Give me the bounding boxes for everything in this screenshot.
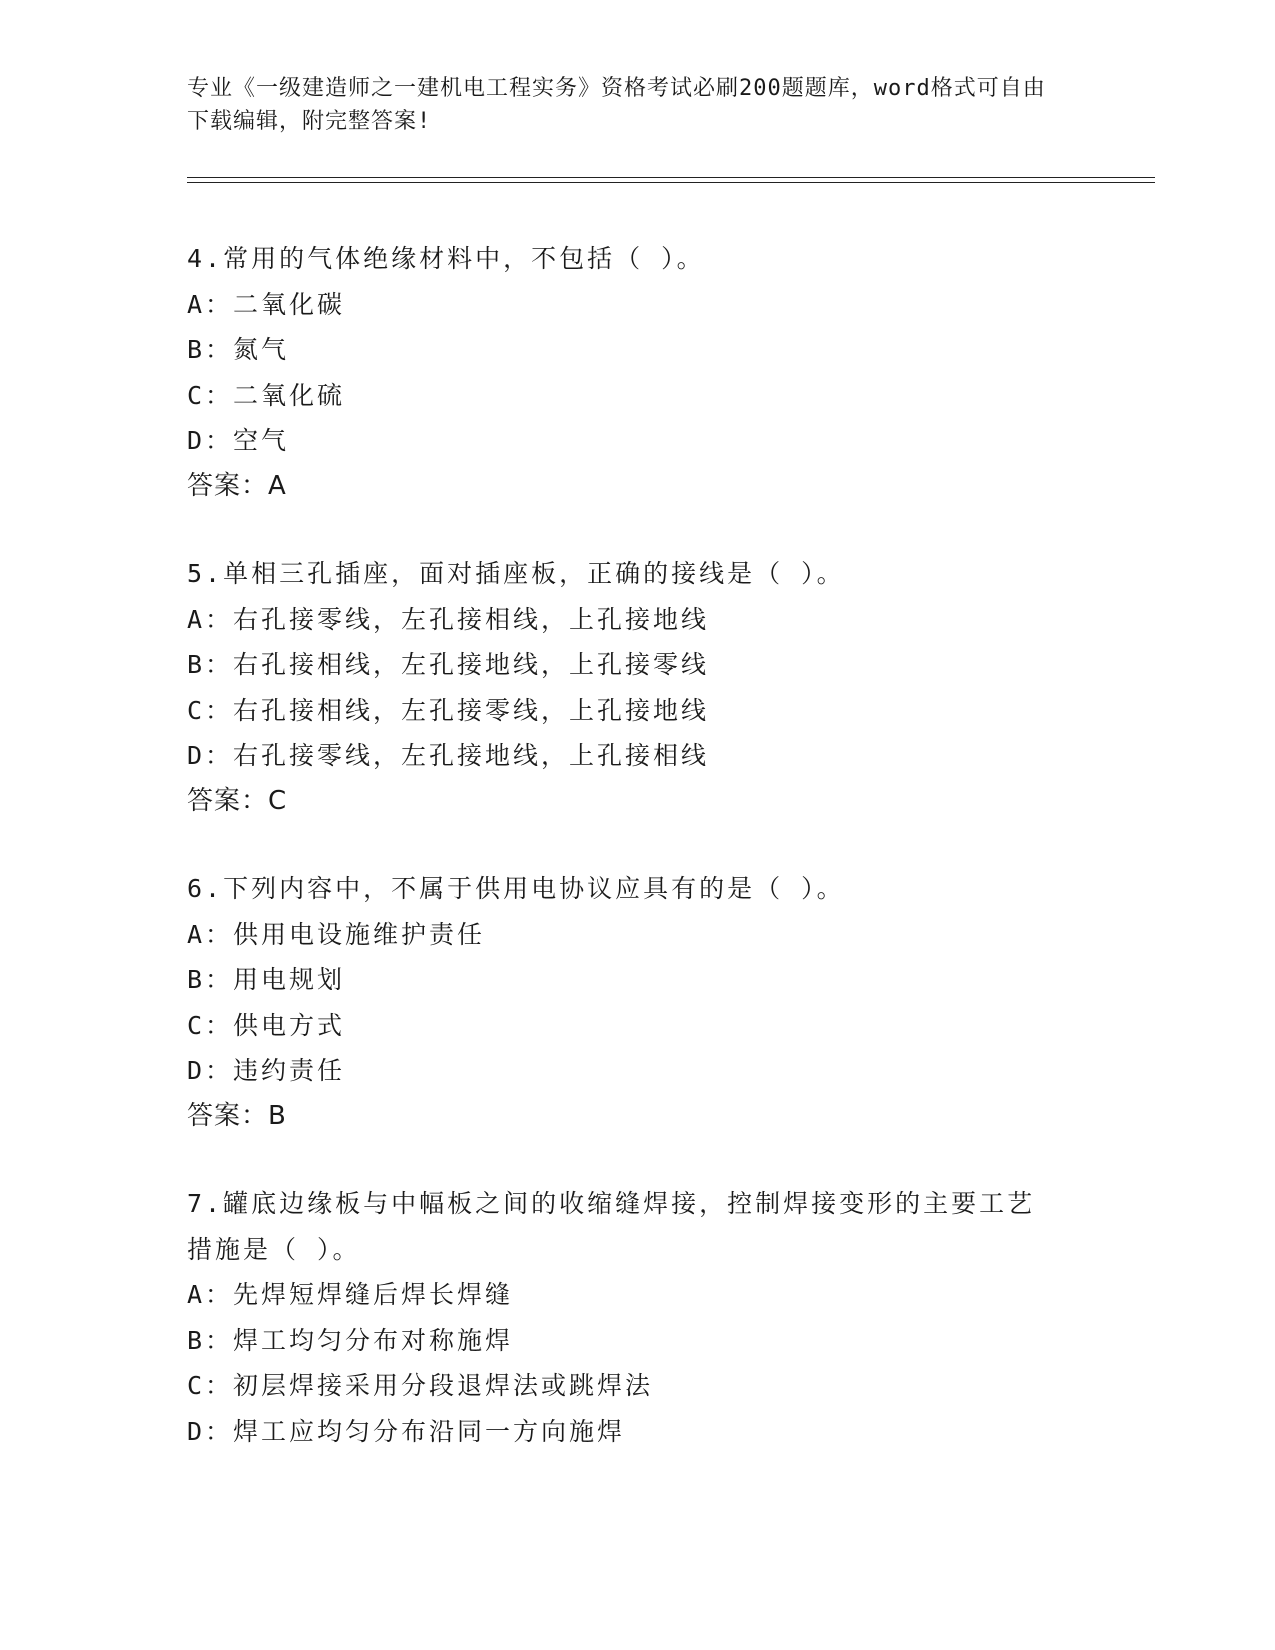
question-text: 4.常用的气体绝缘材料中，不包括（ ）。 xyxy=(187,244,705,273)
option-a: A：右孔接零线，左孔接相线，上孔接地线 xyxy=(187,604,710,634)
option-d: D：焊工应均匀分布沿同一方向施焊 xyxy=(187,1416,626,1446)
question-6 xyxy=(187,866,1107,1139)
option-d: D：违约责任 xyxy=(187,1056,346,1085)
option-a: A：二氧化碳 xyxy=(187,289,346,319)
answer-line: 答案：A xyxy=(187,470,287,501)
option-c: C：二氧化硫 xyxy=(187,380,346,410)
option-d: D：右孔接零线，左孔接地线，上孔接相线 xyxy=(187,741,710,770)
question-text: 7.罐底边缘板与中幅板之间的收缩缝焊接，控制焊接变形的主要工艺措施是（ ）。 xyxy=(187,1189,1036,1264)
option-d: D：空气 xyxy=(187,426,290,455)
option-a: A：供用电设施维护责任 xyxy=(187,919,486,949)
document-header xyxy=(187,72,1067,138)
option-c: C：右孔接相线，左孔接零线，上孔接地线 xyxy=(187,695,710,725)
question-4 xyxy=(187,236,1107,509)
option-b: B：用电规划 xyxy=(187,965,346,994)
option-c: C：供电方式 xyxy=(187,1010,346,1040)
option-c: C：初层焊接采用分段退焊法或跳焊法 xyxy=(187,1371,654,1400)
option-b: B：氮气 xyxy=(187,335,290,364)
question-text: 5.单相三孔插座，面对插座板，正确的接线是（ ）。 xyxy=(187,559,845,588)
question-text: 6.下列内容中，不属于供用电协议应具有的是（ ）。 xyxy=(187,874,845,903)
question-5 xyxy=(187,551,1107,824)
answer-line: 答案：C xyxy=(187,785,288,816)
header-rule-top xyxy=(187,177,1155,178)
document-title: 专业《一级建造师之一建机电工程实务》资格考试必刷200题题库，word格式可自由下载编辑，附完整答案! xyxy=(187,76,1046,134)
option-b: B：焊工均匀分布对称施焊 xyxy=(187,1325,514,1355)
header-rule-bottom xyxy=(187,182,1155,183)
question-list xyxy=(187,236,1107,1496)
option-b: B：右孔接相线，左孔接地线，上孔接零线 xyxy=(187,650,710,679)
option-a: A：先焊短焊缝后焊长焊缝 xyxy=(187,1280,514,1309)
question-7 xyxy=(187,1181,1107,1454)
answer-line: 答案：B xyxy=(187,1100,287,1131)
